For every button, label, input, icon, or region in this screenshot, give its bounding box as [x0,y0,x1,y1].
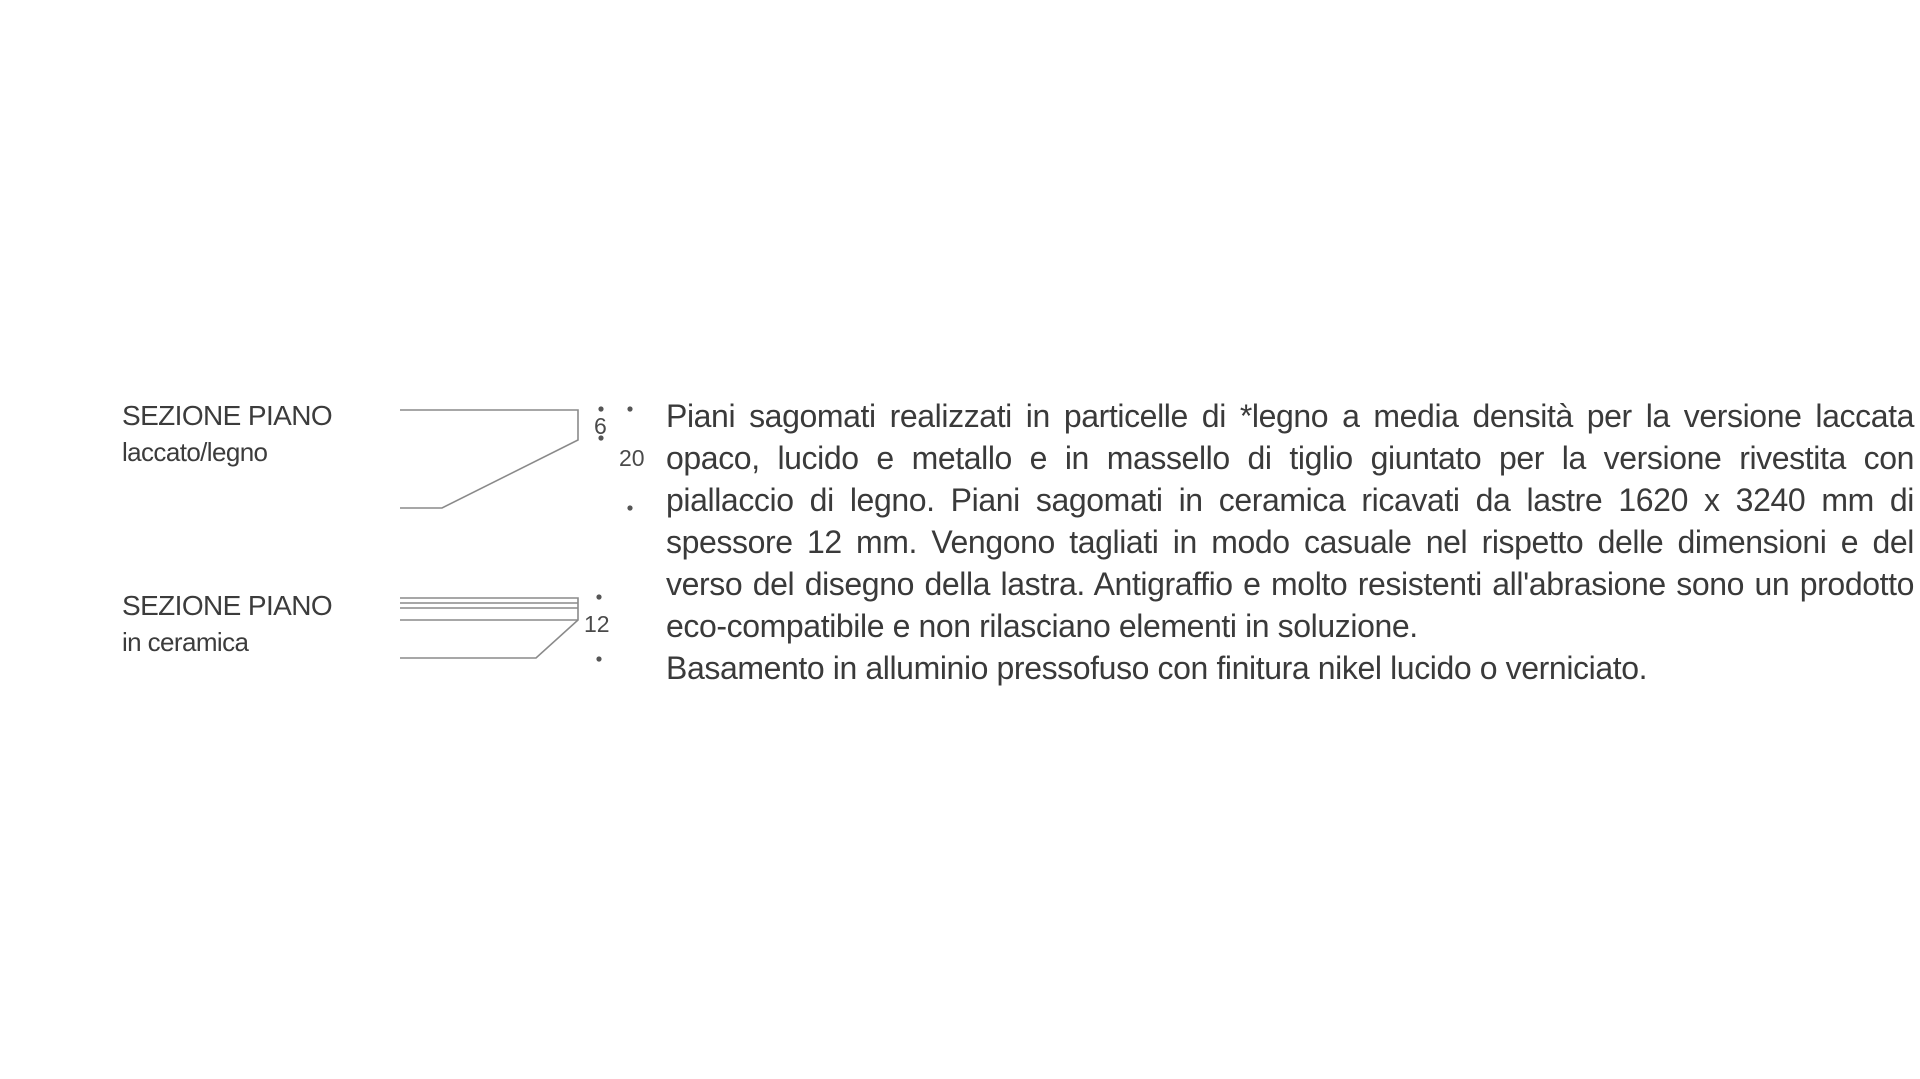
profile-laccato [400,410,578,508]
profile-ceramica-outline [400,598,578,658]
dimension-dot [596,594,601,599]
dimension-dot [627,505,632,510]
section-title: SEZIONE PIANO [122,400,333,431]
dimension-dot [627,406,632,411]
dimension-label-20: 20 [619,445,645,471]
dimension-label-12: 12 [584,611,610,637]
section-title: SEZIONE PIANO [122,590,333,621]
section-subtitle: laccato/legno [122,437,268,467]
description-paragraph: Basamento in alluminio pressofuso con finitura nikel lucido o verniciato. [666,650,1648,686]
profile-ceramica [400,598,578,658]
dimension-dot [598,406,603,411]
section-subtitle: in ceramica [122,627,249,657]
description-paragraph: Piani sagomati realizzati in particelle di *legno a media densità per la versione laccata opaco, lucido e metallo e in massello di tiglio giuntato per la versione rivestita con piallaccio di legno. Piani sagomati in ceramica ricavati da lastre 1620 x 3240 mm di spessore 12 mm. Vengono tagliati in modo casuale nel rispetto delle dimensioni e del verso del disegno della lastra. Antigraffio e molto resistenti all'abrasione sono un prodotto eco-compatibile e non rilasciano elementi in soluzione. [666,398,1914,644]
profile-laccato-outline [400,410,578,508]
product-description [666,395,1914,689]
dimension-dot [596,656,601,661]
dimension-label-6: 6 [594,413,607,439]
